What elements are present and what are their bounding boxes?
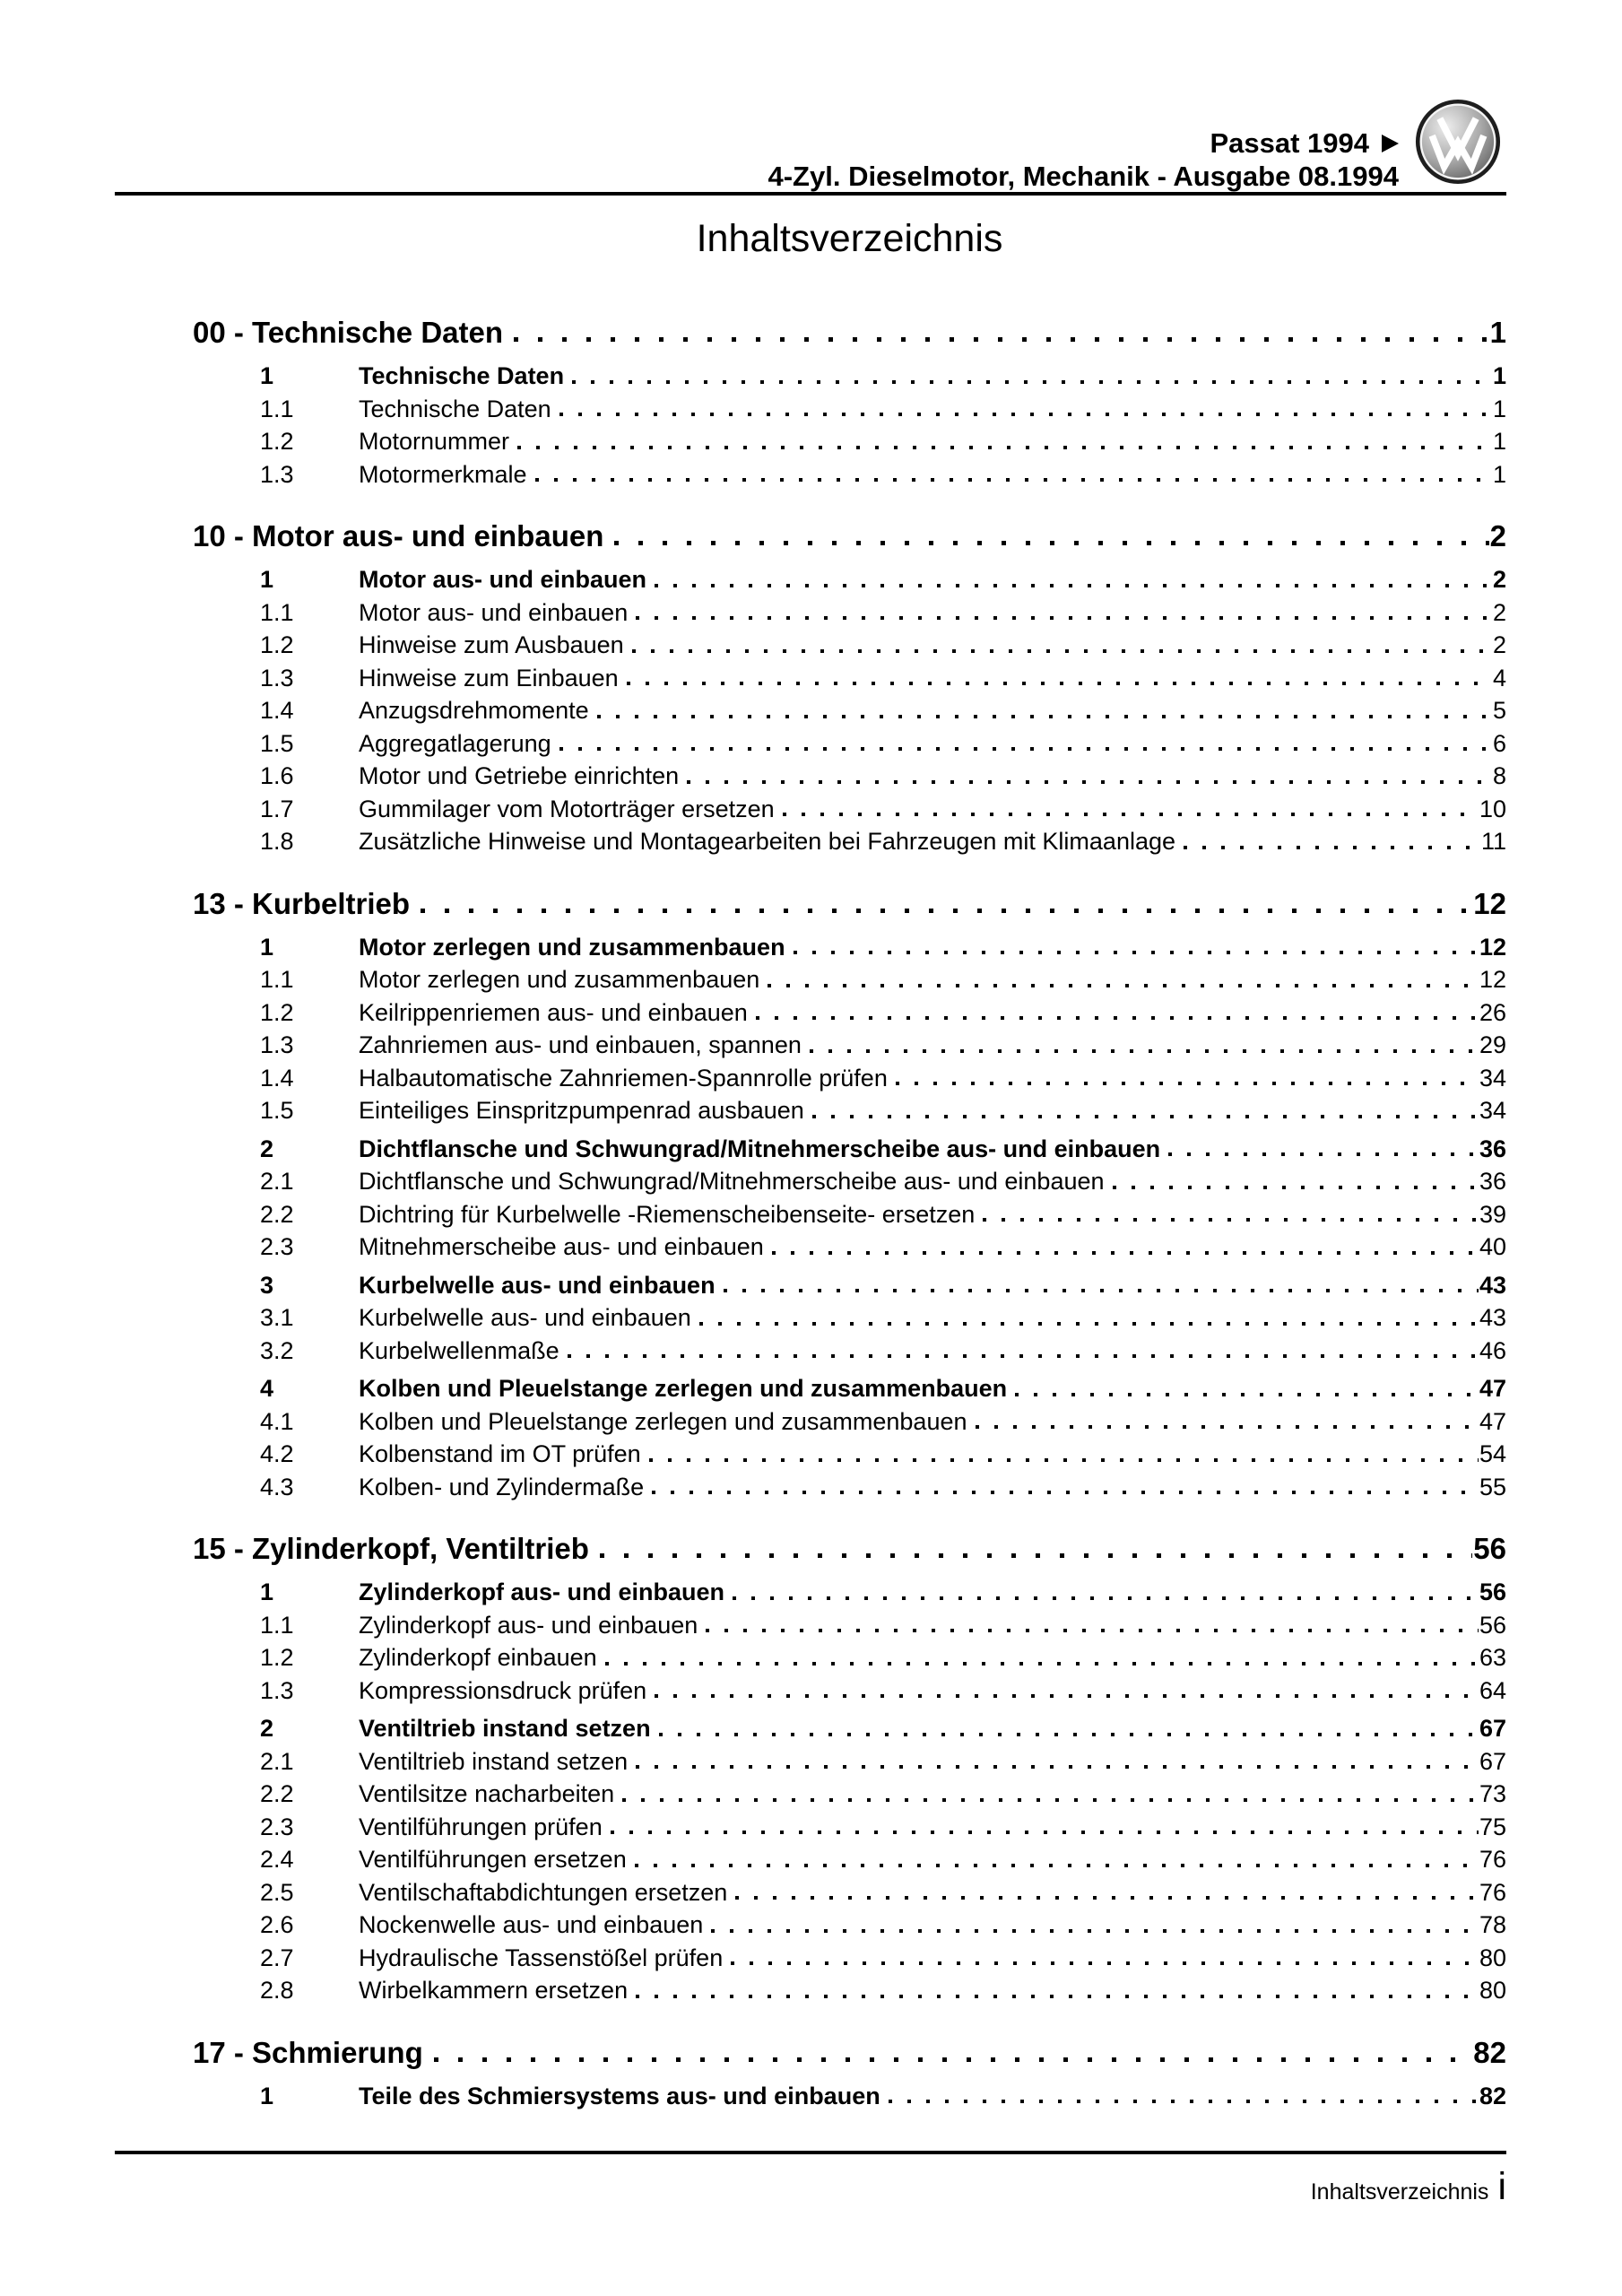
dot-leader [568, 1354, 1479, 1358]
entry-title: Technische Daten [359, 362, 565, 389]
model-line [768, 126, 1399, 160]
toc-entry-row [260, 1843, 1506, 1876]
entry-number: 2 [260, 1715, 274, 1742]
toc-entry-row [260, 1301, 1506, 1335]
entry-number: 4 [260, 1375, 274, 1402]
edition-line: 4-Zyl. Dieselmotor, Mechanik - Ausgabe 08.1994 [768, 161, 1399, 192]
entry-page-number: 43 [1479, 1304, 1506, 1331]
dot-leader [632, 649, 1492, 653]
entry-page-number: 47 [1479, 1375, 1506, 1402]
dot-leader [735, 1896, 1479, 1900]
section-heading-row [193, 2036, 1506, 2070]
dot-leader [434, 2057, 1473, 2062]
entry-page-number: 2 [1492, 566, 1506, 593]
entry-title: Zylinderkopf aus- und einbauen [359, 1578, 725, 1605]
entry-page-number: 36 [1479, 1135, 1506, 1162]
entry-number: 2.2 [260, 1780, 294, 1807]
entry-number: 2.2 [260, 1200, 294, 1228]
entry-page-number: 34 [1479, 1064, 1506, 1091]
toc-entry-row [260, 1471, 1506, 1504]
toc-entry-row [260, 1231, 1506, 1264]
entry-title: Ventiltrieb instand setzen [359, 1715, 651, 1742]
entry-page-number: 36 [1479, 1168, 1506, 1195]
toc-entry-row [260, 360, 1506, 393]
entry-page-number: 64 [1479, 1676, 1506, 1704]
entry-number: 1.1 [260, 395, 294, 422]
dot-leader [611, 1831, 1479, 1834]
entry-page-number: 1 [1492, 428, 1506, 455]
entry-title: Anzugsdrehmomente [359, 697, 589, 724]
entry-number: 1 [260, 2082, 274, 2109]
entry-title: Mitnehmerscheibe aus- und einbauen [359, 1233, 764, 1260]
toc-entry-row [260, 1641, 1506, 1674]
entry-number: 1.5 [260, 1097, 294, 1124]
entry-title: Teile des Schmiersystems aus- und einbauen [359, 2082, 880, 2109]
toc-entry-row [260, 1405, 1506, 1439]
toc-entry-row [260, 393, 1506, 426]
entry-title: Dichtring für Kurbelwelle -Riemenscheibenseite- ersetzen [359, 1200, 976, 1228]
toc-section [193, 519, 1506, 858]
toc-entry-row [260, 1062, 1506, 1095]
entry-title: Kurbelwellenmaße [359, 1336, 559, 1364]
entry-title: Kolben und Pleuelstange zerlegen und zusammenbauen [359, 1375, 1008, 1402]
entry-number: 1.8 [260, 828, 294, 855]
page-header [768, 126, 1399, 193]
toc-entry-row [260, 1094, 1506, 1127]
entry-page-number: 29 [1479, 1031, 1506, 1058]
entry-title: Motor und Getriebe einrichten [359, 762, 680, 789]
toc-entry-row [260, 1942, 1506, 1975]
dot-leader [783, 813, 1479, 816]
entry-page-number: 76 [1479, 1846, 1506, 1873]
section-heading-label: 10 - Motor aus- und einbauen [193, 519, 604, 552]
forward-arrow-icon [1382, 135, 1399, 152]
toc-entry-row [260, 662, 1506, 695]
entry-title: Kurbelwelle aus- und einbauen [359, 1271, 716, 1299]
entry-page-number: 2 [1492, 598, 1506, 626]
dot-leader [559, 747, 1492, 751]
dot-leader [699, 1322, 1479, 1326]
entry-page-number: 2 [1492, 631, 1506, 658]
dot-leader [421, 909, 1472, 913]
toc-entry-row [260, 931, 1506, 964]
dot-leader [812, 1115, 1479, 1118]
dot-leader [711, 1929, 1479, 1933]
dot-leader [733, 1596, 1479, 1600]
entry-title: Motor zerlegen und zusammenbauen [359, 933, 785, 961]
entry-title: Ventilführungen ersetzen [359, 1846, 627, 1873]
entry-number: 1.4 [260, 697, 294, 724]
entry-number: 4.3 [260, 1473, 294, 1500]
toc-entry-row [260, 996, 1506, 1030]
entry-number: 1 [260, 566, 274, 593]
entry-number: 1.3 [260, 1031, 294, 1058]
toc-entry-row [260, 1778, 1506, 1811]
entry-number: 1.6 [260, 762, 294, 789]
toc-entry-row [260, 1133, 1506, 1166]
entry-page-number: 6 [1492, 729, 1506, 757]
toc-entry-row [260, 629, 1506, 662]
dot-leader [1168, 1152, 1479, 1156]
entry-title: Motor aus- und einbauen [359, 566, 646, 593]
entry-title: Motormerkmale [359, 460, 527, 488]
section-page-number: 82 [1473, 2035, 1506, 2069]
entry-number: 1 [260, 933, 274, 961]
entry-title: Zahnriemen aus- und einbauen, spannen [359, 1031, 802, 1058]
entry-number: 1.5 [260, 729, 294, 757]
entry-page-number: 67 [1479, 1715, 1506, 1742]
entry-number: 3.1 [260, 1304, 294, 1331]
entry-number: 2.7 [260, 1944, 294, 1971]
entry-title: Nockenwelle aus- und einbauen [359, 1911, 704, 1938]
dot-leader [756, 1016, 1479, 1020]
entry-number: 1.2 [260, 1644, 294, 1671]
entry-number: 2.1 [260, 1168, 294, 1195]
entry-page-number: 82 [1479, 2082, 1506, 2109]
entry-number: 3.2 [260, 1336, 294, 1364]
entry-title: Hydraulische Tassenstößel prüfen [359, 1944, 724, 1971]
entry-title: Zusätzliche Hinweise und Montagearbeiten bei Fahrzeugen mit Klimaanlage [359, 828, 1176, 855]
entry-title: Motor zerlegen und zusammenbauen [359, 966, 760, 993]
page-title: Inhaltsverzeichnis [696, 217, 1003, 260]
toc-entry-row [260, 1909, 1506, 1942]
entry-title: Kompressionsdruck prüfen [359, 1676, 647, 1704]
dot-leader [1113, 1186, 1479, 1189]
dot-leader [622, 1798, 1479, 1802]
dot-leader [1015, 1393, 1479, 1396]
toc-entry-row [260, 963, 1506, 996]
dot-leader [731, 1961, 1479, 1965]
entry-title: Motor aus- und einbauen [359, 598, 629, 626]
dot-leader [649, 1458, 1479, 1462]
entry-title: Ventilschaftabdichtungen ersetzen [359, 1878, 728, 1906]
entry-title: Dichtflansche und Schwungrad/Mitnehmerscheibe aus- und einbauen [359, 1135, 1161, 1162]
entry-number: 2.1 [260, 1747, 294, 1775]
entry-page-number: 80 [1479, 1944, 1506, 1971]
toc-entry-row [260, 694, 1506, 727]
dot-leader [659, 1733, 1479, 1736]
dot-leader [976, 1425, 1479, 1429]
entry-title: Aggregatlagerung [359, 729, 551, 757]
entry-number: 2.3 [260, 1233, 294, 1260]
entry-page-number: 26 [1479, 998, 1506, 1026]
entry-title: Wirbelkammern ersetzen [359, 1977, 629, 2004]
entry-number: 2.6 [260, 1911, 294, 1938]
toc-section [193, 316, 1506, 491]
entry-title: Keilrippenriemen aus- und einbauen [359, 998, 748, 1026]
toc-entry-row [260, 1811, 1506, 1844]
dot-leader [636, 616, 1492, 620]
entry-title: Halbautomatische Zahnriemen-Spannrolle prüfen [359, 1064, 888, 1091]
toc-entry-row [260, 1609, 1506, 1642]
entry-number: 1.1 [260, 1611, 294, 1639]
entry-page-number: 56 [1479, 1611, 1506, 1639]
section-page-number: 1 [1489, 316, 1506, 349]
entry-number: 1.2 [260, 631, 294, 658]
section-heading-row [193, 519, 1506, 553]
dot-leader [772, 1251, 1479, 1255]
entry-title: Ventiltrieb instand setzen [359, 1747, 629, 1775]
header-rule [115, 192, 1506, 196]
entry-page-number: 1 [1492, 395, 1506, 422]
entry-page-number: 46 [1479, 1336, 1506, 1364]
entry-page-number: 56 [1479, 1578, 1506, 1605]
entry-page-number: 8 [1492, 762, 1506, 789]
page-footer [1311, 2165, 1506, 2209]
entry-number: 1.4 [260, 1064, 294, 1091]
entry-page-number: 11 [1480, 828, 1506, 855]
section-heading-label: 17 - Schmierung [193, 2035, 423, 2069]
entry-number: 4.1 [260, 1407, 294, 1435]
footer-label: Inhaltsverzeichnis [1310, 2179, 1489, 2205]
entry-page-number: 12 [1479, 933, 1506, 961]
entry-title: Hinweise zum Einbauen [359, 664, 619, 691]
toc-entry-row [260, 596, 1506, 630]
dot-leader [636, 1995, 1479, 1998]
entry-title: Kolben und Pleuelstange zerlegen und zusammenbauen [359, 1407, 967, 1435]
dot-leader [600, 1553, 1472, 1558]
entry-title: Einteiliges Einspritzpumpenrad ausbauen [359, 1097, 804, 1124]
footer-page-number: i [1497, 2165, 1506, 2208]
entry-page-number: 39 [1479, 1200, 1506, 1228]
entry-page-number: 40 [1479, 1233, 1506, 1260]
toc-entry-row [260, 1974, 1506, 2007]
dot-leader [896, 1082, 1479, 1085]
dot-leader [635, 1864, 1479, 1867]
dot-leader [614, 541, 1488, 545]
dot-leader [636, 1765, 1479, 1769]
entry-page-number: 1 [1492, 460, 1506, 488]
entry-page-number: 43 [1479, 1271, 1506, 1299]
entry-title: Kolbenstand im OT prüfen [359, 1440, 641, 1467]
entry-page-number: 80 [1479, 1977, 1506, 2004]
toc-entry-row [260, 727, 1506, 761]
entry-number: 2 [260, 1135, 274, 1162]
dot-leader [517, 446, 1492, 449]
entry-page-number: 76 [1479, 1878, 1506, 1906]
entry-title: Dichtflansche und Schwungrad/Mitnehmerscheibe aus- und einbauen [359, 1168, 1105, 1195]
toc-entry-row [260, 793, 1506, 826]
dot-leader [687, 780, 1492, 784]
entry-number: 1.1 [260, 598, 294, 626]
entry-title: Kurbelwelle aus- und einbauen [359, 1304, 691, 1331]
entry-page-number: 55 [1479, 1473, 1506, 1500]
toc-entry-row [260, 825, 1506, 858]
section-heading-row [193, 887, 1506, 921]
entry-page-number: 12 [1479, 966, 1506, 993]
section-heading-row [193, 1532, 1506, 1566]
vw-logo-icon [1415, 99, 1501, 185]
entry-title: Zylinderkopf aus- und einbauen [359, 1611, 698, 1639]
toc-entry-row [260, 1165, 1506, 1198]
dot-leader [572, 380, 1492, 384]
entry-number: 2.8 [260, 1977, 294, 2004]
entry-title: Ventilsitze nacharbeiten [359, 1780, 615, 1807]
entry-number: 1.3 [260, 664, 294, 691]
entry-number: 1 [260, 362, 274, 389]
toc-section [193, 1532, 1506, 2007]
entry-title: Hinweise zum Ausbauen [359, 631, 624, 658]
dot-leader [794, 951, 1479, 954]
entry-page-number: 5 [1492, 697, 1506, 724]
entry-title: Ventilführungen prüfen [359, 1813, 603, 1840]
entry-page-number: 4 [1492, 664, 1506, 691]
entry-title: Zylinderkopf einbauen [359, 1644, 597, 1671]
entry-page-number: 54 [1479, 1440, 1506, 1467]
entry-page-number: 75 [1479, 1813, 1506, 1840]
dot-leader [724, 1289, 1479, 1292]
dot-leader [810, 1049, 1479, 1053]
section-entries [260, 360, 1506, 491]
toc-entry-row [260, 1576, 1506, 1609]
toc-entry-row [260, 760, 1506, 793]
entry-page-number: 63 [1479, 1644, 1506, 1671]
entry-title: Technische Daten [359, 395, 551, 422]
dot-leader [706, 1629, 1479, 1632]
section-page-number: 12 [1473, 886, 1506, 920]
toc-entry-row [260, 1198, 1506, 1231]
entry-page-number: 78 [1479, 1911, 1506, 1938]
section-page-number: 56 [1473, 1532, 1506, 1565]
dot-leader [889, 2100, 1479, 2103]
entry-number: 1 [260, 1578, 274, 1605]
section-entries [260, 1576, 1506, 2007]
entry-number: 1.1 [260, 966, 294, 993]
entry-title: Kolben- und Zylindermaße [359, 1473, 645, 1500]
entry-number: 2.3 [260, 1813, 294, 1840]
toc-entry-row [260, 1876, 1506, 1909]
toc-entry-row [260, 1438, 1506, 1471]
toc-list [193, 316, 1506, 2112]
section-heading-label: 00 - Technische Daten [193, 316, 504, 349]
dot-leader [655, 1694, 1479, 1698]
entry-page-number: 1 [1492, 362, 1506, 389]
entry-page-number: 73 [1479, 1780, 1506, 1807]
section-heading-label: 15 - Zylinderkopf, Ventiltrieb [193, 1532, 589, 1565]
section-entries [260, 931, 1506, 1504]
toc-entry-row [260, 458, 1506, 491]
toc-entry-row [260, 1269, 1506, 1302]
dot-leader [605, 1662, 1479, 1665]
toc-section [193, 887, 1506, 1504]
toc-entry-row [260, 563, 1506, 596]
entry-number: 4.2 [260, 1440, 294, 1467]
section-heading-row [193, 316, 1506, 350]
toc-section [193, 2036, 1506, 2113]
toc-entry-row [260, 1712, 1506, 1745]
section-page-number: 2 [1489, 519, 1506, 552]
dot-leader [655, 584, 1492, 587]
entry-page-number: 34 [1479, 1097, 1506, 1124]
entry-title: Gummilager vom Motorträger ersetzen [359, 795, 775, 822]
entry-number: 2.5 [260, 1878, 294, 1906]
section-entries [260, 2080, 1506, 2113]
dot-leader [559, 413, 1492, 416]
toc-entry-row [260, 425, 1506, 458]
entry-title: Motornummer [359, 428, 510, 455]
dot-leader [535, 478, 1492, 482]
dot-leader [983, 1218, 1479, 1222]
footer-rule [115, 2151, 1506, 2154]
entry-number: 2.4 [260, 1846, 294, 1873]
entry-page-number: 67 [1479, 1747, 1506, 1775]
entry-number: 3 [260, 1271, 274, 1299]
entry-page-number: 10 [1479, 795, 1506, 822]
toc-entry-row [260, 1372, 1506, 1405]
dot-leader [1184, 846, 1480, 849]
entry-number: 1.3 [260, 460, 294, 488]
entry-number: 1.3 [260, 1676, 294, 1704]
dot-leader [627, 682, 1492, 685]
toc-entry-row [260, 2080, 1506, 2113]
dot-leader [652, 1491, 1479, 1494]
toc-entry-row [260, 1745, 1506, 1779]
toc-entry-row [260, 1335, 1506, 1368]
section-heading-label: 13 - Kurbeltrieb [193, 886, 411, 920]
entry-number: 1.2 [260, 998, 294, 1026]
dot-leader [768, 984, 1479, 987]
dot-leader [514, 337, 1489, 342]
section-entries [260, 563, 1506, 858]
toc-entry-row [260, 1674, 1506, 1708]
entry-page-number: 47 [1479, 1407, 1506, 1435]
entry-number: 1.7 [260, 795, 294, 822]
entry-number: 1.2 [260, 428, 294, 455]
toc-entry-row [260, 1029, 1506, 1062]
model-line-text: Passat 1994 [1210, 127, 1369, 159]
dot-leader [597, 715, 1492, 718]
